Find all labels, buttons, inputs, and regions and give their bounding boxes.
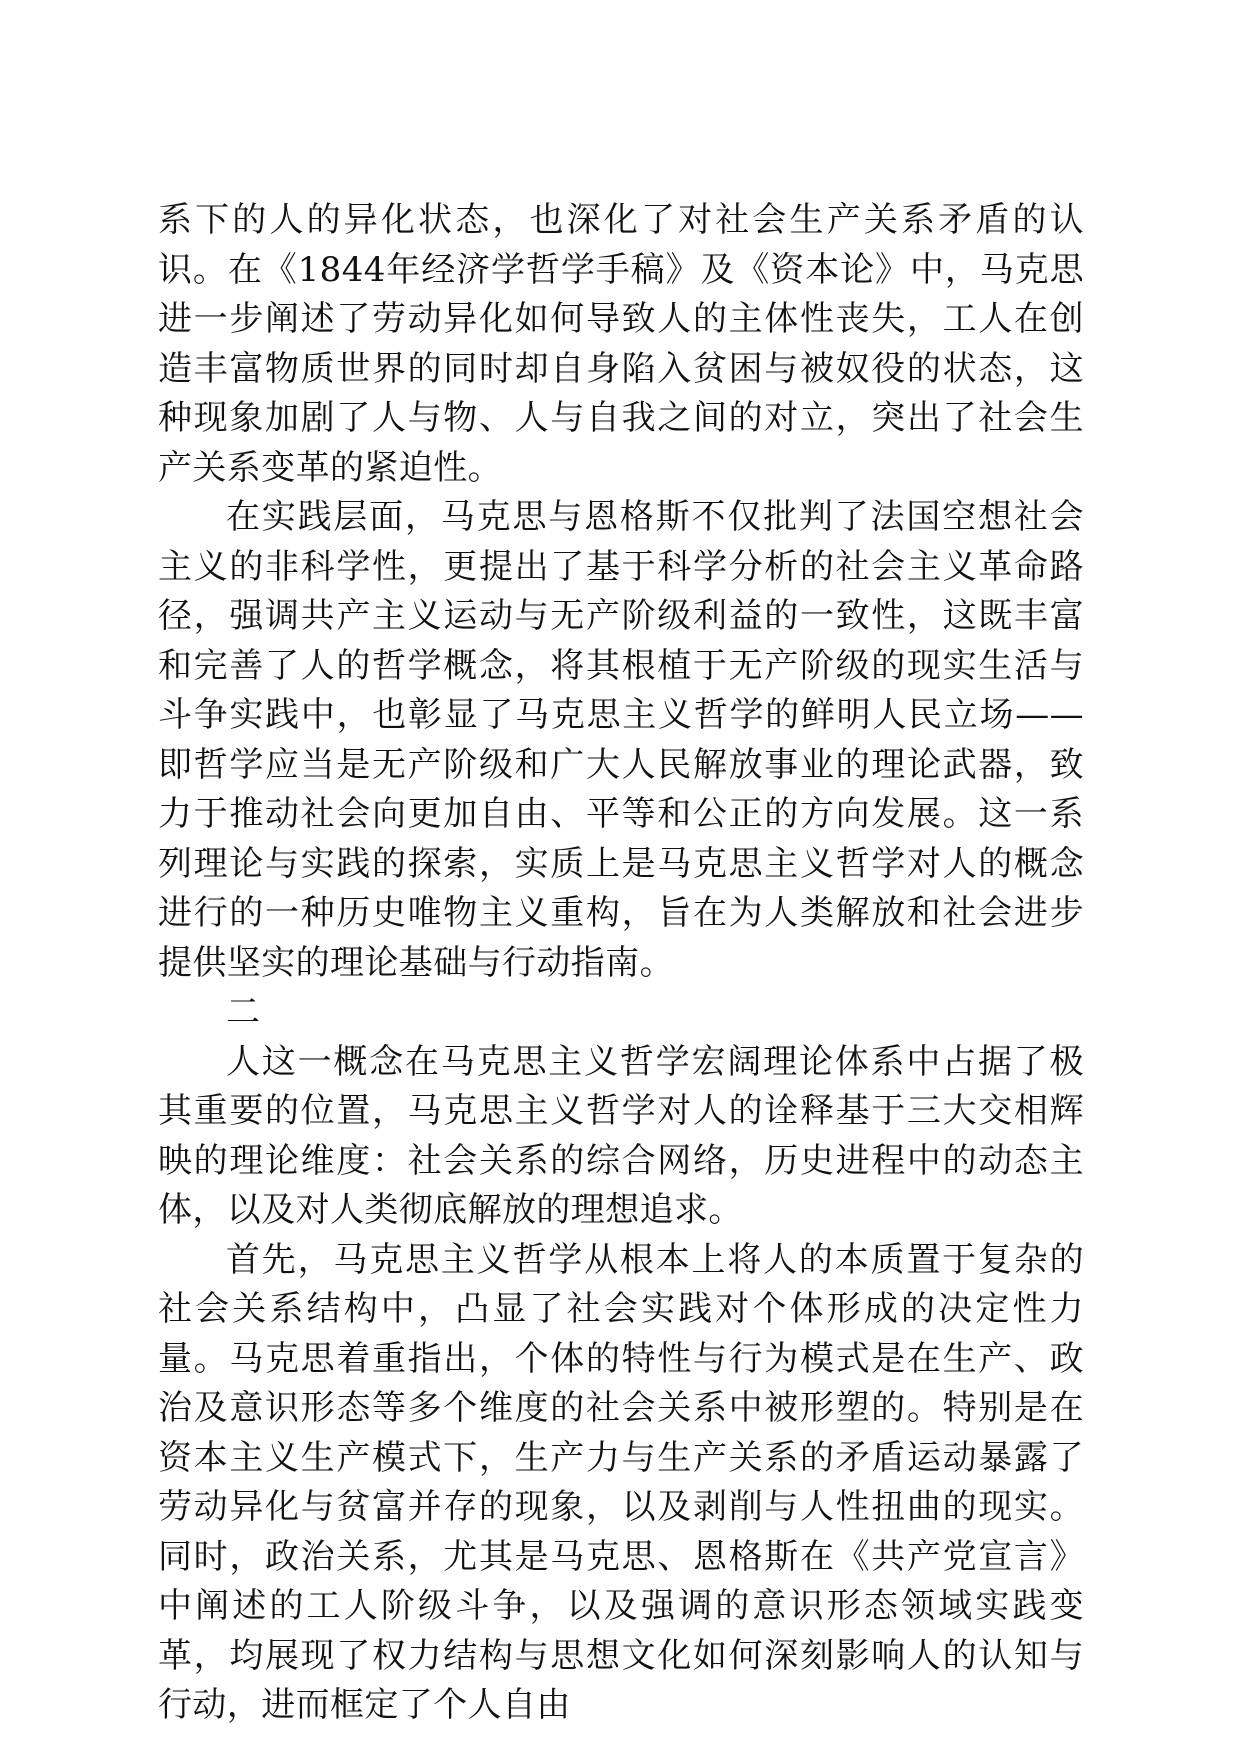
paragraph-social-relations: 首先，马克思主义哲学从根本上将人的本质置于复杂的社会关系结构中，凸显了社会实践对个体形成的决定性力量。马克思着重指出，个体的特性与行为模式是在生产、政治及意识形态等多个维度的社会关系中被形塑的。特别是在资本主义生产模式下，生产力与生产关系的矛盾运动暴露了劳动异化与贫富并存的现象，以及剥削与人性扭曲的现实。同时，政治关系，尤其是马克思、恩格斯在《共产党宣言》中阐述的工人阶级斗争，以及强调的意识形态领域实践变革，均展现了权力结构与思想文化如何深刻影响人的认知与行动，进而框定了个人自由 [158, 1239, 1084, 1725]
section-heading: 二 [226, 992, 261, 1032]
paragraph-continuation: 系下的人的异化状态，也深化了对社会生产关系矛盾的认识。在《1844年经济学哲学手稿》及《资本论》中，马克思进一步阐述了劳动异化如何导致人的主体性丧失，工人在创造丰富物质世界的同时却自身陷入贫困与被奴役的状态，这种现象加剧了人与物、人与自我之间的对立，突出了社会生产关系变革的紧迫性。 [158, 200, 1084, 488]
paragraph-practice: 在实践层面，马克思与恩格斯不仅批判了法国空想社会主义的非科学性，更提出了基于科学分析的社会主义革命路径，强调共产主义运动与无产阶级利益的一致性，这既丰富和完善了人的哲学概念，将其根植于无产阶级的现实生活与斗争实践中，也彰显了马克思主义哲学的鲜明人民立场——即哲学应当是无产阶级和广大人民解放事业的理论武器，致力于推动社会向更加自由、平等和公正的方向发展。这一系列理论与实践的探索，实质上是马克思主义哲学对人的概念进行的一种历史唯物主义重构，旨在为人类解放和社会进步提供坚实的理论基础与行动指南。 [158, 497, 1084, 983]
body-text [158, 196, 1084, 1731]
paragraph-concept-of-man: 人这一概念在马克思主义哲学宏阔理论体系中占据了极其重要的位置，马克思主义哲学对人的诠释基于三大交相辉映的理论维度：社会关系的综合网络，历史进程中的动态主体，以及对人类彻底解放的理想追求。 [158, 1041, 1084, 1230]
